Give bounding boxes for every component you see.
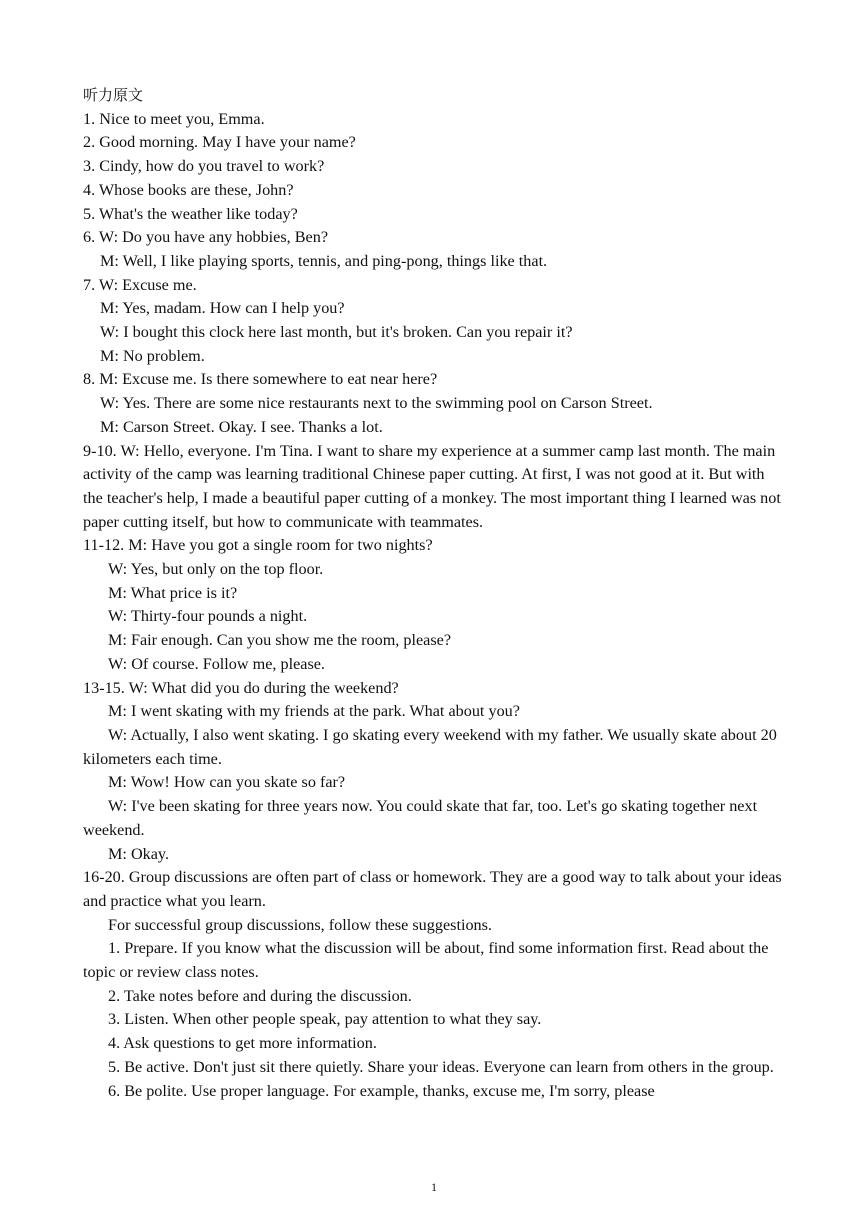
dialogue-line: W: Yes, but only on the top floor.: [108, 560, 324, 579]
passage-paragraph: 3. Listen. When other people speak, pay attention to what they say.: [108, 1010, 542, 1029]
dialogue-line: 6. W: Do you have any hobbies, Ben?: [83, 228, 329, 247]
dialogue-line: W: Thirty-four pounds a night.: [108, 607, 308, 626]
dialogue-line: W: Yes. There are some nice restaurants next to the swimming pool on Carson Street.: [100, 394, 653, 413]
transcript-line: 2. Good morning. May I have your name?: [83, 133, 356, 152]
passage-paragraph: 1. Prepare. If you know what the discussion will be about, find some information first. Read about the topic or review class notes.: [83, 939, 769, 982]
dialogue-line: M: No problem.: [100, 346, 205, 365]
monologue-paragraph: 9-10. W: Hello, everyone. I'm Tina. I want to share my experience at a summer camp last month. The main activity of the camp was learning traditional Chinese paper cutting. At first, I was not good at it. But with the teacher's help, I made a beautiful paper cutting of a monkey. The most important thing I learned was not paper cutting itself, but how to communicate with teammates.: [83, 441, 781, 531]
dialogue-line: M: I went skating with my friends at the park. What about you?: [108, 702, 520, 721]
dialogue-line: M: Carson Street. Okay. I see. Thanks a lot.: [100, 417, 383, 436]
dialogue-line: M: Wow! How can you skate so far?: [108, 773, 346, 792]
passage-paragraph: 16-20. Group discussions are often part of class or homework. They are a good way to talk about your ideas and practice what you learn.: [83, 868, 782, 910]
dialogue-line: M: Yes, madam. How can I help you?: [100, 299, 345, 318]
passage-paragraph: 5. Be active. Don't just sit there quietly. Share your ideas. Everyone can learn from others in the group.: [108, 1057, 774, 1076]
dialogue-line: M: Fair enough. Can you show me the room, please?: [108, 631, 452, 650]
dialogue-line: M: What price is it?: [108, 583, 238, 602]
dialogue-line: 13-15. W: What did you do during the weekend?: [83, 678, 399, 697]
dialogue-line: 8. M: Excuse me. Is there somewhere to eat near here?: [83, 370, 438, 389]
passage-paragraph: For successful group discussions, follow these suggestions.: [108, 915, 492, 934]
dialogue-line: M: Okay.: [108, 844, 169, 863]
document-title: 听力原文: [83, 86, 144, 104]
dialogue-line: W: I've been skating for three years now. You could skate that far, too. Let's go skating together next weekend.: [83, 797, 758, 839]
dialogue-line: 7. W: Excuse me.: [83, 275, 197, 294]
transcript-line: 3. Cindy, how do you travel to work?: [83, 157, 325, 176]
dialogue-line: M: Well, I like playing sports, tennis, and ping-pong, things like that.: [100, 251, 548, 270]
passage-paragraph: 6. Be polite. Use proper language. For example, thanks, excuse me, I'm sorry, please: [108, 1081, 655, 1100]
passage-paragraph: 4. Ask questions to get more information.: [108, 1034, 377, 1053]
dialogue-line: W: Of course. Follow me, please.: [108, 654, 325, 673]
transcript-line: 1. Nice to meet you, Emma.: [83, 109, 265, 128]
page-number: 1: [431, 1180, 437, 1194]
dialogue-line: W: Actually, I also went skating. I go skating every weekend with my father. We usually skate about 20 kilometers each time.: [83, 725, 777, 768]
dialogue-line: 11-12. M: Have you got a single room for two nights?: [83, 536, 433, 555]
transcript-line: 5. What's the weather like today?: [83, 204, 298, 223]
document-page: [83, 84, 783, 1103]
transcript-line: 4. Whose books are these, John?: [83, 180, 294, 199]
passage-paragraph: 2. Take notes before and during the discussion.: [108, 986, 412, 1005]
dialogue-line: W: I bought this clock here last month, but it's broken. Can you repair it?: [100, 323, 573, 342]
